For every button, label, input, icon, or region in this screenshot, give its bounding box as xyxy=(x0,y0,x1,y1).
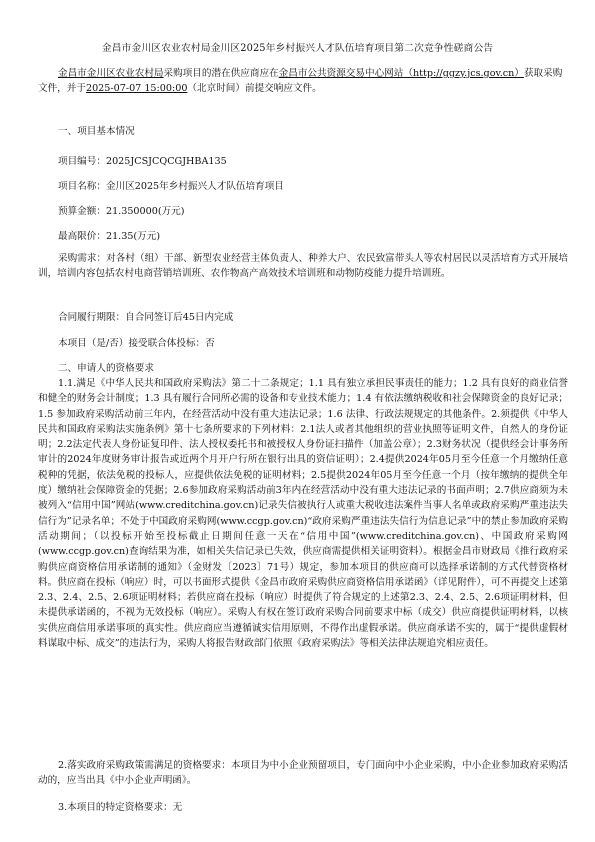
deadline: 2025-07-07 15:00:00 xyxy=(85,83,188,94)
qualification-2: 2.落实政府采购政策需满足的资格要求：本项目为中小企业预留项目，专门面向中小企业采购，中小企业参加政府采购活动的，应当出具《中小企业声明函》。 xyxy=(38,760,568,787)
project-number: 项目编号：2025JCSJCQCGJHBA135 xyxy=(58,156,227,167)
procurement-requirement: 采购需求：对各村（组）干部、新型农业经营主体负责人、种养大户、农民致富带头人等农村居民以灵活培育方式开展培训，培训内容包括农村电商营销培训班、农作物高产高效技术培训班和动物防疫能力提升培训班。 xyxy=(38,253,568,280)
agency-link[interactable]: 金昌市金川区农业农村局 xyxy=(58,68,164,79)
project-name: 项目名称：金川区2025年乡村振兴人才队伍培育项目 xyxy=(58,181,284,192)
qualification-1: 1.1.满足《中华人民共和国政府采购法》第二十二条规定；1.1 具有独立承担民事责任的能力；1.2 具有良好的商业信誉和健全的财务会计制度；1.3 具有履行合同所必需的设备和专业技术能力；1.4 有依法缴纳税收和社会保障资金的良好记录；1.5 参加政府采购活动前三年内，在经营活动中没有重大违法记录；1.6 法律、行政法规规定的其他条件。2.须提供《中华人民共和国政府采购法实施条例》第十七条所要求的下列材料：2.1法人或者其他组织的营业执照等证明文件，自然人的身份证明；2.2法定代表人身份证复印件、法人授权委托书和被授权人身份证扫描件（加盖公章）；2.3财务状况（提供经会计事务所审计的2024年度财务审计报告或近两个月开户行所在银行出具的资信证明）；2.4提供2024年05月至今任意一个月缴纳任意税种的凭据，依法免税的投标人，应提供依法免税的证明材料；2.5提供2024年05月至今任意一个月（按年缴纳的提供全年度）缴纳社会保障资金的凭据；2.6参加政府采购活动前3年内在经营活动中没有重大违法记录的书面声明；2.7供应商须为未被列入“信用中国”网站(www.creditchina.gov.cn)记录失信被执行人或重大税收违法案件当事人名单或政府采购严重违法失信行为”记录名单；不处于中国政府采购网(www.ccgp.gov.cn)“政府采购严重违法失信行为信息记录”中的禁止参加政府采购活动期间；（以投标开始至投标截止日期间任意一天在“信用中国”(www.creditchina.gov.cn)、中国政府采购网(www.ccgp.gov.cn)查询结果为准，如相关失信记录已失效，供应商需提供相关证明资料）。根据金昌市财政局《推行政府采购供应商资格信用承诺制的通知》（金财发〔2023〕71号）规定，参加本项目的供应商可以选择承诺制的方式代替资格材料。供应商在投标（响应）时，可以书面形式提供《金昌市政府采购供应商资格信用承诺函》（详见附件），可不再提交上述第2.3、2.4、2.5、2.6项证明材料；若供应商在投标（响应）时提供了符合规定的上述第2.3、2.4、2.5、2.6项证明材料，但未提供承诺函的，不视为无效投标（响应）。采购人有权在签订政府采购合同前要求中标（成交）供应商提供证明材料，以核实供应商信用承诺事项的真实性。供应商应当遵循诚实信用原则，不得作出虚假承诺。供应商承诺不实的，属于“提供虚假材料谋取中标、成交”的违法行为，采购人将报告财政部门依照《政府采购法》等相关法律法规追究相应责任。 xyxy=(38,378,568,650)
intro-text-3: （北京时间）前提交响应文件。 xyxy=(187,83,322,94)
max-price: 最高限价：21.35(万元) xyxy=(58,231,161,242)
section2-heading: 二、申请人的资格要求 xyxy=(58,363,154,374)
consortium-note: 本项目（是/否）接受联合体投标：否 xyxy=(58,338,215,349)
section1-heading: 一、项目基本情况 xyxy=(58,126,135,137)
qualification-3: 3.本项目的特定资格要求：无 xyxy=(58,802,183,813)
budget-amount: 预算金额：21.350000(万元) xyxy=(58,206,185,217)
platform-url[interactable]: （http://ggzy.jcs.gov.cn） xyxy=(403,68,524,79)
contract-period: 合同履行期限：自合同签订后45日内完成 xyxy=(58,312,234,323)
intro-text-1: 采购项目的潜在供应商应在 xyxy=(163,68,279,79)
document-title: 金昌市金川区农业农村局金川区2025年乡村振兴人才队伍培育项目第二次竞争性磋商公告 xyxy=(101,43,494,54)
platform-link[interactable]: 金昌市公共资源交易中心网站 xyxy=(278,68,404,79)
intro-paragraph xyxy=(38,66,566,96)
intro-text-2: 获取采购文件，并于 xyxy=(38,68,563,94)
